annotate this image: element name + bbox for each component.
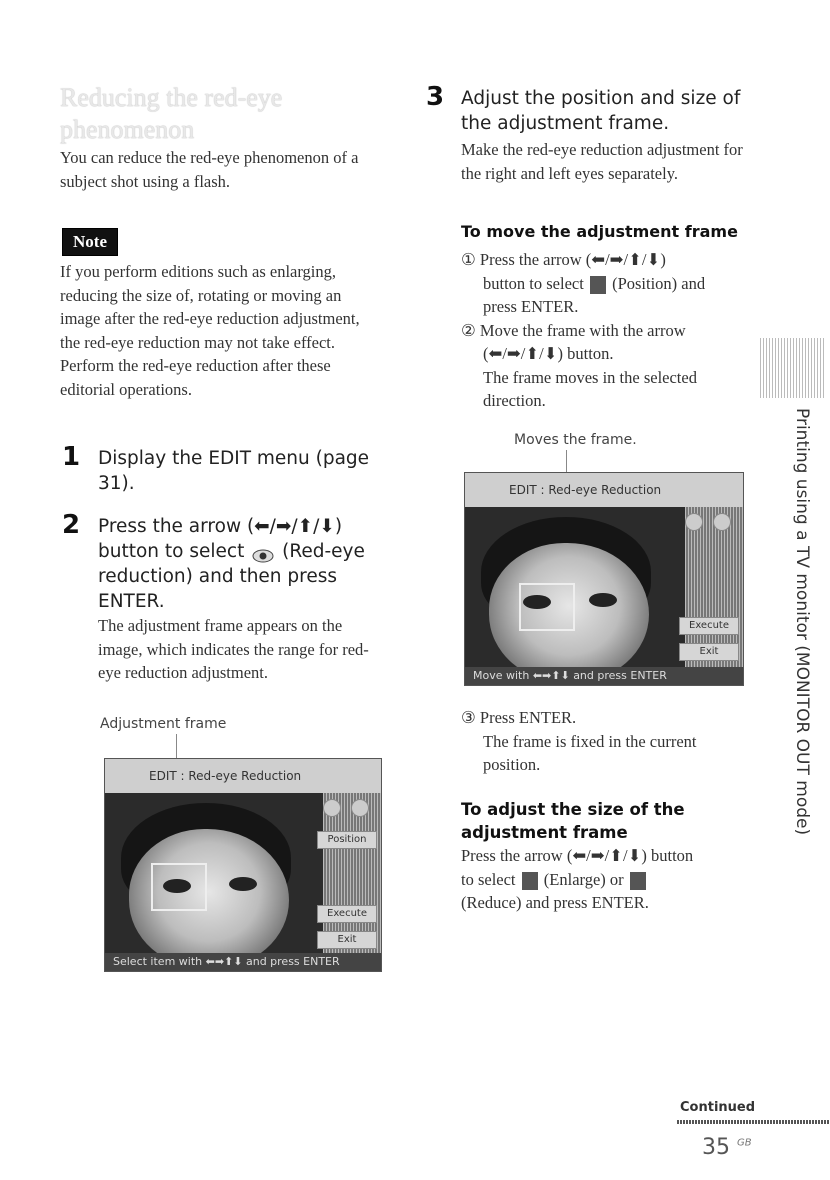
move-step-3 <box>461 706 751 777</box>
screen-figure-left <box>104 758 382 972</box>
adjustment-frame-right <box>519 583 575 631</box>
move-step-1c: (Position) and <box>612 273 706 293</box>
move-step-1a: ① Press the arrow (⬅/➡/⬆/⬇) <box>461 250 666 269</box>
eye-right <box>229 877 257 891</box>
step-2-number: 2 <box>62 510 81 540</box>
side-panel <box>323 793 381 953</box>
step-3-number: 3 <box>426 82 445 112</box>
size-body-2b: (Enlarge) or <box>543 869 624 889</box>
size-body-1: Press the arrow (⬅/➡/⬆/⬇) button <box>461 846 694 865</box>
page-suffix: GB <box>737 1137 752 1149</box>
move-heading: To move the adjustment frame <box>461 222 738 241</box>
execute-button-right: Execute <box>679 617 739 635</box>
reduce-icon-right <box>713 513 731 531</box>
step-2-line-1: Press the arrow (⬅/➡/⬆/⬇) <box>98 516 343 537</box>
step-2-body: The adjustment frame appears on the image, which indicates the range for red-eye reduction adjustment. <box>98 616 369 682</box>
figure-caption-adjustment-frame: Adjustment frame <box>100 716 227 732</box>
move-step-1b: button to select <box>483 273 584 293</box>
size-body-3: (Reduce) and press ENTER. <box>461 893 649 912</box>
step-3-body: Make the red-eye reduction adjustment for the right and left eyes separately. <box>461 140 743 183</box>
continued-rule <box>677 1120 830 1124</box>
move-step-3b: The frame is fixed in the current position. <box>483 731 697 774</box>
step-1-number: 1 <box>62 442 81 472</box>
size-body-2 <box>461 868 761 892</box>
move-step-1d: press ENTER. <box>483 297 579 316</box>
reduce-icon-text <box>630 872 646 890</box>
step-2-line-4: ENTER. <box>98 591 165 612</box>
screen-title-bar: EDIT : Red-eye Reduction <box>105 759 381 793</box>
section-title: Reducing the red-eye phenomenon <box>60 83 283 144</box>
move-step-2b: (⬅/➡/⬆/⬇) button. <box>483 344 614 363</box>
intro-text: You can reduce the red-eye phenomenon of a subject shot using a flash. <box>60 148 359 191</box>
screen-title-bar-right: EDIT : Red-eye Reduction <box>465 473 743 507</box>
step-2-line-2 <box>98 539 388 564</box>
continued-label: Continued <box>680 1100 756 1115</box>
execute-button: Execute <box>317 905 377 923</box>
step-3-text: Adjust the position and size of the adjustment frame. <box>461 88 741 134</box>
move-step-1-line2 <box>461 272 761 296</box>
position-icon <box>590 276 606 294</box>
step-2-line-2a: button to select <box>98 541 245 562</box>
reduce-icon <box>351 799 369 817</box>
red-eye-icon <box>252 545 274 559</box>
enlarge-icon <box>323 799 341 817</box>
step-2-line-3: reduction) and then press <box>98 566 338 587</box>
position-button: Position <box>317 831 377 849</box>
screen-status-bar: Select item with ⬅➡⬆⬇ and press ENTER <box>105 953 381 971</box>
page-number <box>702 1135 752 1160</box>
note-badge: Note <box>62 228 118 256</box>
size-heading: To adjust the size of the adjustment frame <box>461 800 685 842</box>
step-2-line-2b: (Red-eye <box>282 541 365 562</box>
note-text: If you perform editions such as enlarging, reducing the size of, rotating or moving an image after the red-eye reduction adjustment, the red-eye reduction may not take effect. Perform the red-eye reduction after these editorial operations. <box>60 262 360 399</box>
exit-button: Exit <box>317 931 377 949</box>
move-step-2c: The frame moves in the selected direction. <box>483 367 697 410</box>
exit-button-right: Exit <box>679 643 739 661</box>
eye-right-right <box>589 593 617 607</box>
screen-figure-right <box>464 472 744 686</box>
enlarge-icon-right <box>685 513 703 531</box>
figure-caption-moves-frame: Moves the frame. <box>514 432 637 448</box>
size-body <box>461 844 761 915</box>
enlarge-icon-text <box>522 872 538 890</box>
move-step-2a: ② Move the frame with the arrow <box>461 320 686 340</box>
page-number-value: 35 <box>702 1135 730 1160</box>
size-body-2a: to select <box>461 869 516 889</box>
sidebar-label: Printing using a TV monitor (MONITOR OUT mode) <box>792 408 812 836</box>
move-step-3a: ③ Press ENTER. <box>461 708 577 727</box>
step-1-text: Display the EDIT menu (page 31). <box>98 448 370 494</box>
screen-status-bar-right: Move with ⬅➡⬆⬇ and press ENTER <box>465 667 743 685</box>
move-step-1 <box>461 248 761 413</box>
adjustment-frame <box>151 863 207 911</box>
sidebar-pattern <box>760 338 824 398</box>
step-2-heading <box>98 514 388 614</box>
